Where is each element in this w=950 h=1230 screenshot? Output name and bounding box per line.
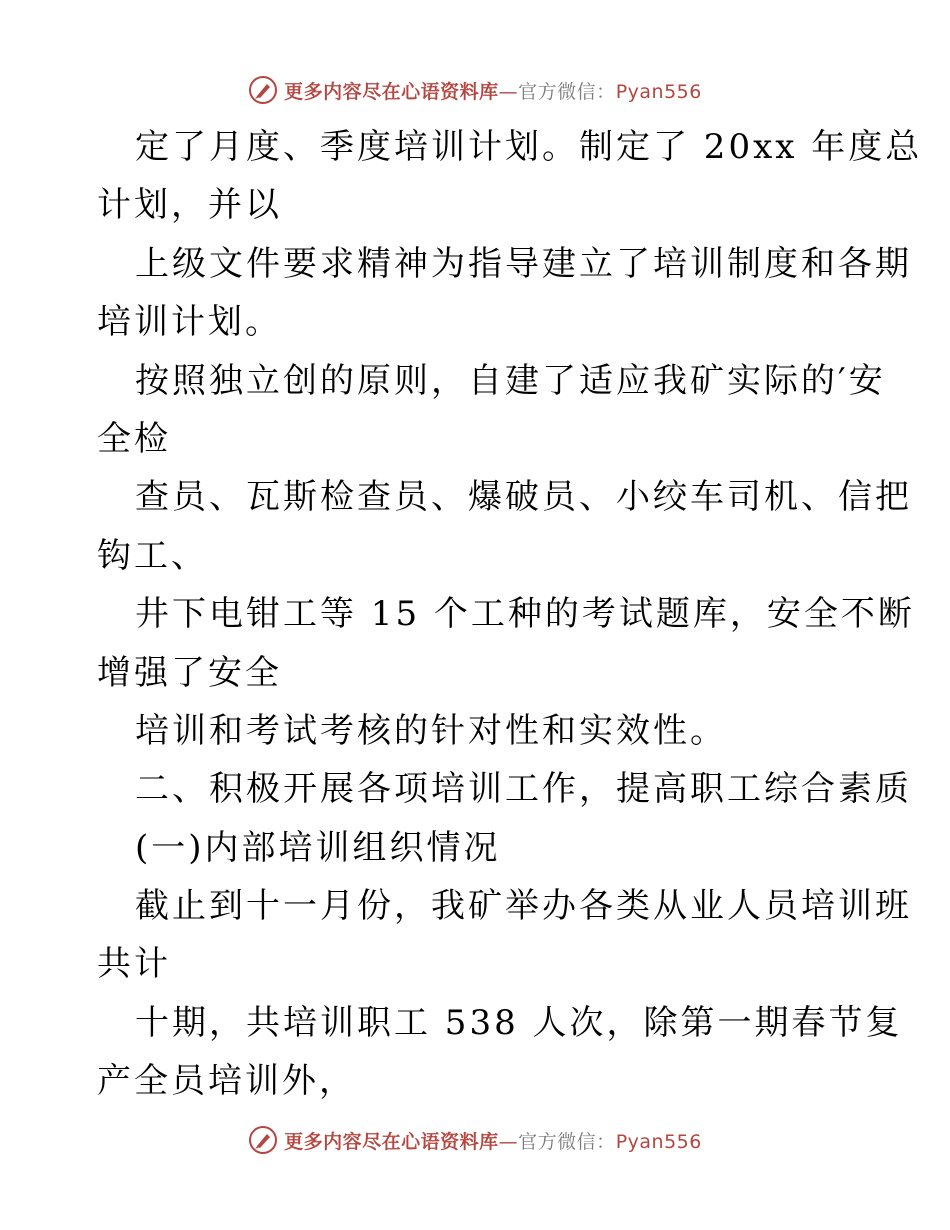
text-line: (一)内部培训组织情况 <box>135 827 501 868</box>
text-line: 定了月度、季度培训计划。制定了 20xx 年度总 <box>135 127 923 167</box>
text-line: 增强了安全 <box>97 652 282 693</box>
banner-wechat-id: Pyan556 <box>615 80 702 103</box>
document-body <box>97 118 923 1111</box>
pen-nib-logo-icon <box>248 1125 278 1155</box>
text-line: 培训和考试考核的针对性和实效性。 <box>135 710 727 751</box>
banner-wechat-label: 官方微信： <box>518 1130 616 1153</box>
header-banner <box>0 70 950 110</box>
banner-brand: 更多内容尽在心语资料库 <box>284 80 499 103</box>
banner-text <box>284 1127 702 1154</box>
text-line: 井下电钳工等 15 个工种的考试题库，安全不断 <box>135 594 915 635</box>
text-line: 上级文件要求精神为指导建立了培训制度和各期 <box>135 243 912 284</box>
text-line: 十期，共培训职工 538 人次，除第一期春节复 <box>135 1002 903 1043</box>
banner-wechat-label: 官方微信： <box>518 80 616 103</box>
text-line: 计划，并以 <box>97 185 282 226</box>
text-line: 二、积极开展各项培训工作，提高职工综合素质 <box>135 769 912 810</box>
banner-dash: — <box>498 80 519 103</box>
banner-dash: — <box>498 1130 519 1153</box>
text-line: 全检 <box>97 418 171 459</box>
banner-text <box>284 77 702 104</box>
text-line: 截止到十一月份，我矿举办各类从业人员培训班 <box>135 886 912 927</box>
banner-wechat-id: Pyan556 <box>615 1130 702 1153</box>
text-line: 按照独立创的原则，自建了适应我矿实际的′安 <box>135 360 886 401</box>
pen-nib-logo-icon <box>248 75 278 105</box>
text-line: 查员、瓦斯检查员、爆破员、小绞车司机、信把 <box>135 477 912 518</box>
text-line: 钩工、 <box>97 535 208 576</box>
banner-brand: 更多内容尽在心语资料库 <box>284 1130 499 1153</box>
text-line: 培训计划。 <box>97 302 282 343</box>
footer-banner <box>0 1120 950 1160</box>
text-line: 共计 <box>97 944 171 985</box>
text-line: 产全员培训外， <box>97 1061 356 1102</box>
